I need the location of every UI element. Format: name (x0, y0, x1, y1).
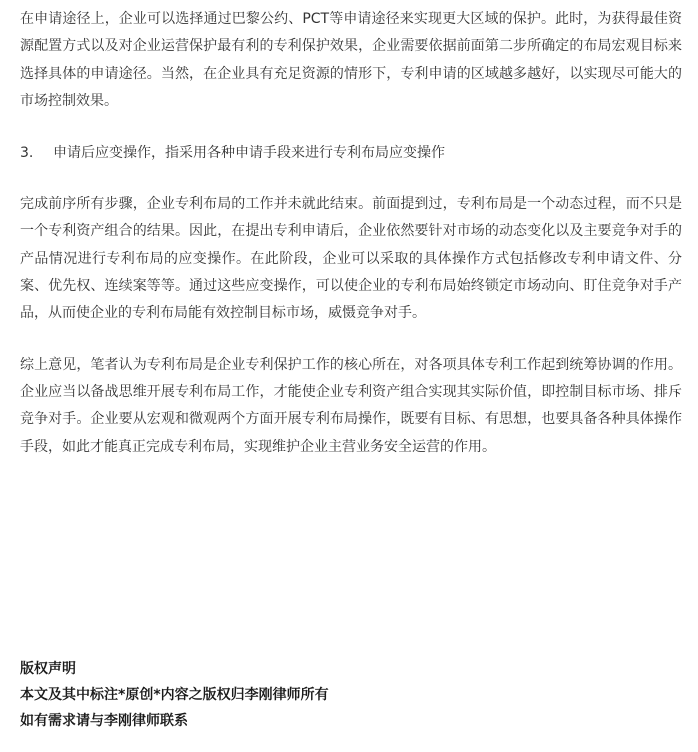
list-item-step-3 (20, 140, 682, 167)
list-item-text: 申请后应变操作，指采用各种申请手段来进行专利布局应变操作 (53, 145, 445, 162)
paragraph-application-route: 在申请途径上，企业可以选择通过巴黎公约、PCT等申请途径来实现更大区域的保护。此时，为获得最佳资源配置方式以及对企业运营保护最有利的专利保护效果，企业需要依据前面第二步所确定的布局宏观目标来选择具体的申请途径。当然，在企业具有充足资源的情形下，专利申请的区域越多越好，以实现尽可能大的市场控制效果。 (20, 11, 682, 109)
article-body (20, 6, 682, 461)
copyright-line-ownership: 本文及其中标注*原创*内容之版权归李刚律师所有 (20, 687, 329, 703)
paragraph-post-application: 完成前序所有步骤，企业专利布局的工作并未就此结束。前面提到过，专利布局是一个动态过程，而不只是一个专利资产组合的结果。因此，在提出专利申请后，企业依然要针对市场的动态变化以及主要竞争对手的产品情况进行专利布局的应变操作。在此阶段，企业可以采取的具体操作方式包括修改专利申请文件、分案、优先权、连续案等等。通过这些应变操作，可以使企业的专利布局始终锁定市场动向、盯住竞争对手产品，从而使企业的专利布局能有效控制目标市场，威慑竞争对手。 (20, 196, 682, 322)
copyright-line-contact: 如有需求请与李刚律师联系 (20, 713, 188, 729)
copyright-title: 版权声明 (20, 661, 76, 677)
list-item-number: 3. (20, 145, 34, 162)
copyright-notice (20, 656, 682, 734)
paragraph-conclusion: 综上意见，笔者认为专利布局是企业专利保护工作的核心所在，对各项具体专利工作起到统筹协调的作用。企业应当以备战思维开展专利布局工作，才能使企业专利资产组合实现其实际价值，即控制目标市场、排斥竞争对手。企业要从宏观和微观两个方面开展专利布局操作，既要有目标、有思想，也要具备各种具体操作手段，如此才能真正完成专利布局，实现维护企业主营业务安全运营的作用。 (20, 356, 682, 455)
